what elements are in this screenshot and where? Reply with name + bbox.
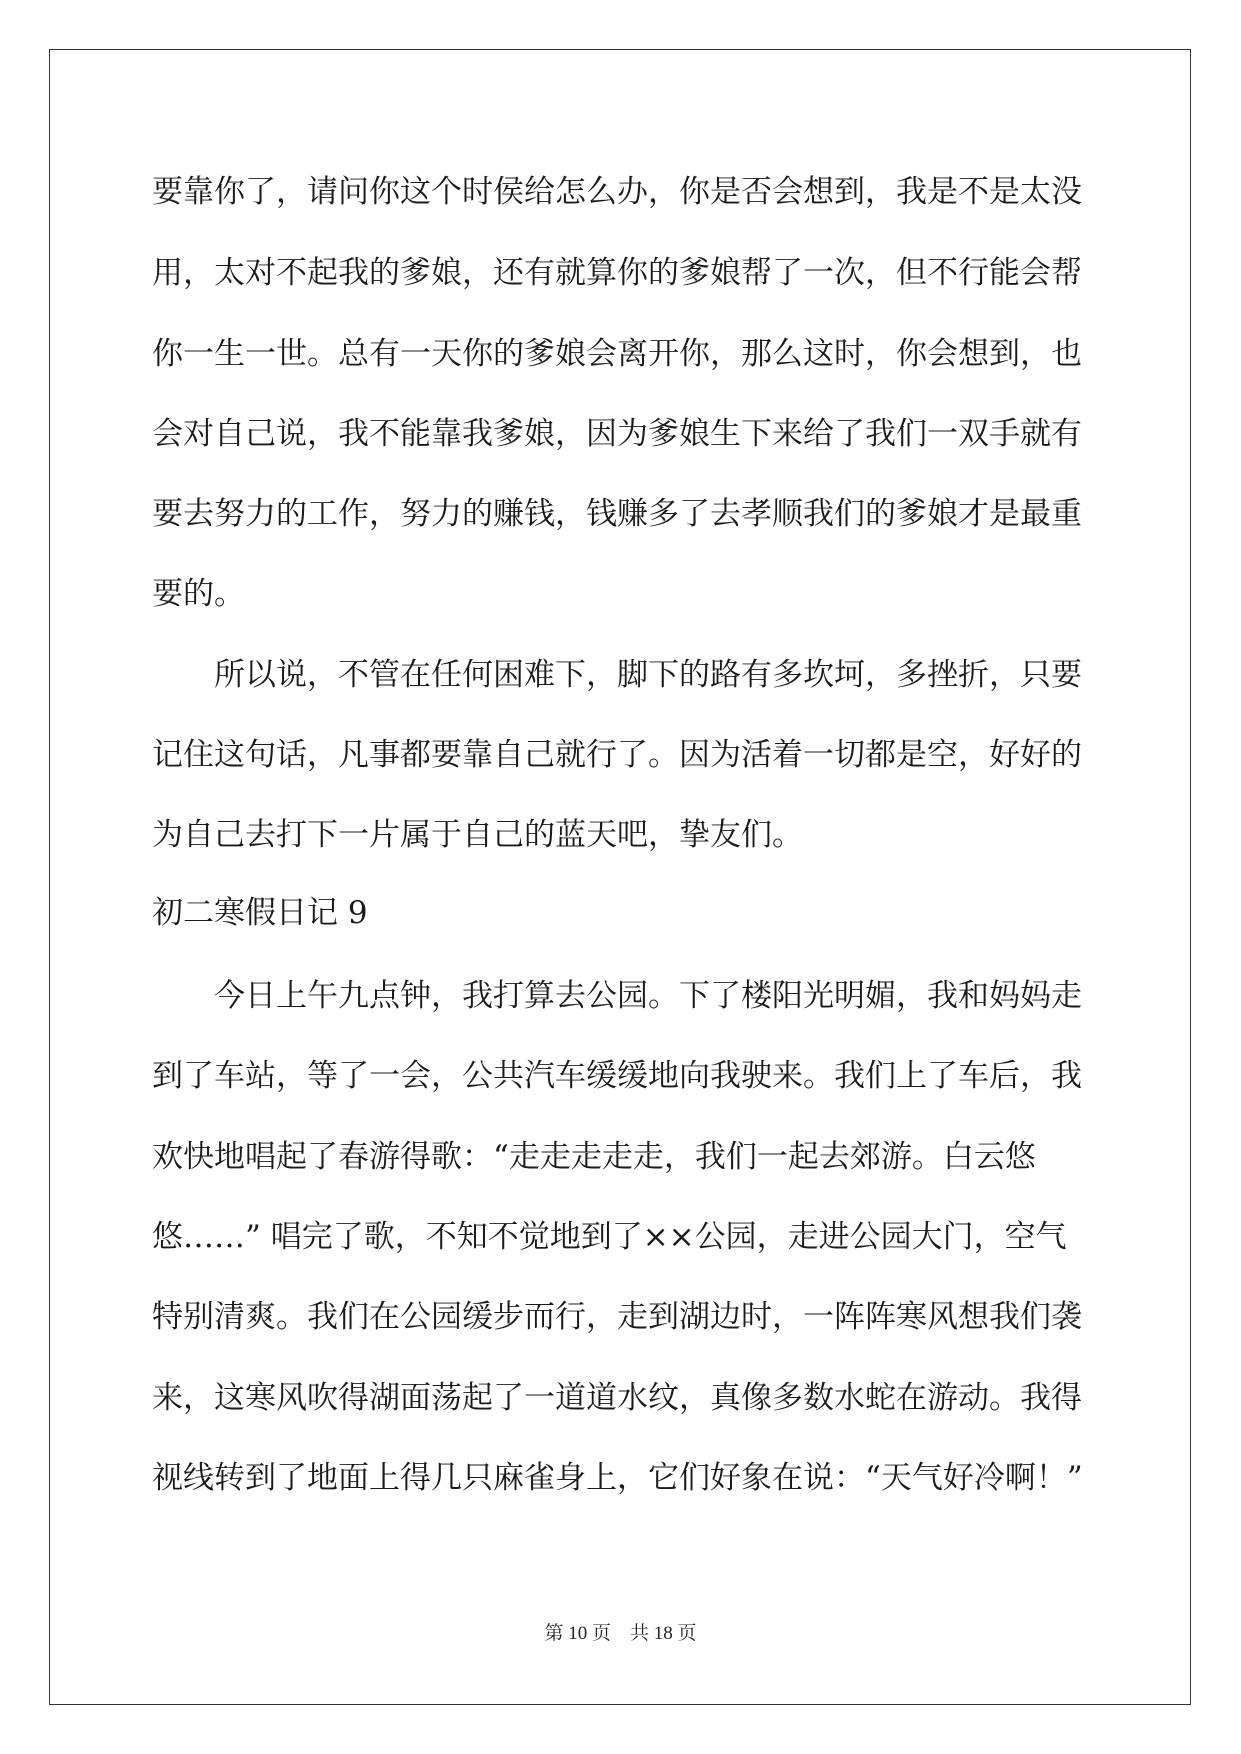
- text-line: 记住这句话，凡事都要靠自己就行了。因为活着一切都是空，好好的: [152, 737, 1082, 773]
- text-line: 今日上午九点钟，我打算去公园。下了楼阳光明媚，我和妈妈走: [152, 978, 1082, 1014]
- text-line: 悠……” 唱完了歌，不知不觉地到了××公园，走进公园大门，空气: [152, 1219, 1067, 1255]
- text-line: 欢快地唱起了春游得歌：“走走走走走，我们一起去郊游。白云悠: [152, 1139, 1036, 1175]
- text-line: 要靠你了，请问你这个时侯给怎么办，你是否会想到，我是不是太没: [152, 174, 1082, 210]
- text-line: 来，这寒风吹得湖面荡起了一道道水纹，真像多数水蛇在游动。我得: [152, 1380, 1082, 1416]
- text-line: 特别清爽。我们在公园缓步而行，走到湖边时，一阵阵寒风想我们袭: [152, 1299, 1082, 1335]
- text-line: 要的。: [152, 576, 245, 612]
- text-line: 要去努力的工作，努力的赚钱，钱赚多了去孝顺我们的爹娘才是最重: [152, 496, 1082, 532]
- section-heading: 初二寒假日记 9: [152, 895, 368, 931]
- text-line: 会对自己说，我不能靠我爹娘，因为爹娘生下来给了我们一双手就有: [152, 416, 1082, 452]
- text-line: 视线转到了地面上得几只麻雀身上，它们好象在说：“天气好冷啊！”: [152, 1460, 1083, 1496]
- text-line: 用，太对不起我的爹娘，还有就算你的爹娘帮了一次，但不行能会帮: [152, 255, 1082, 291]
- page-border: [49, 49, 1191, 1705]
- page-number-footer: 第 10 页 共 18 页: [544, 1623, 697, 1644]
- text-line: 所以说，不管在任何困难下，脚下的路有多坎坷，多挫折，只要: [152, 657, 1082, 693]
- text-line: 为自己去打下一片属于自己的蓝天吧，挚友们。: [152, 817, 803, 853]
- text-line: 到了车站，等了一会，公共汽车缓缓地向我驶来。我们上了车后，我: [152, 1058, 1082, 1094]
- text-line: 你一生一世。总有一天你的爹娘会离开你，那么这时，你会想到，也: [152, 336, 1082, 372]
